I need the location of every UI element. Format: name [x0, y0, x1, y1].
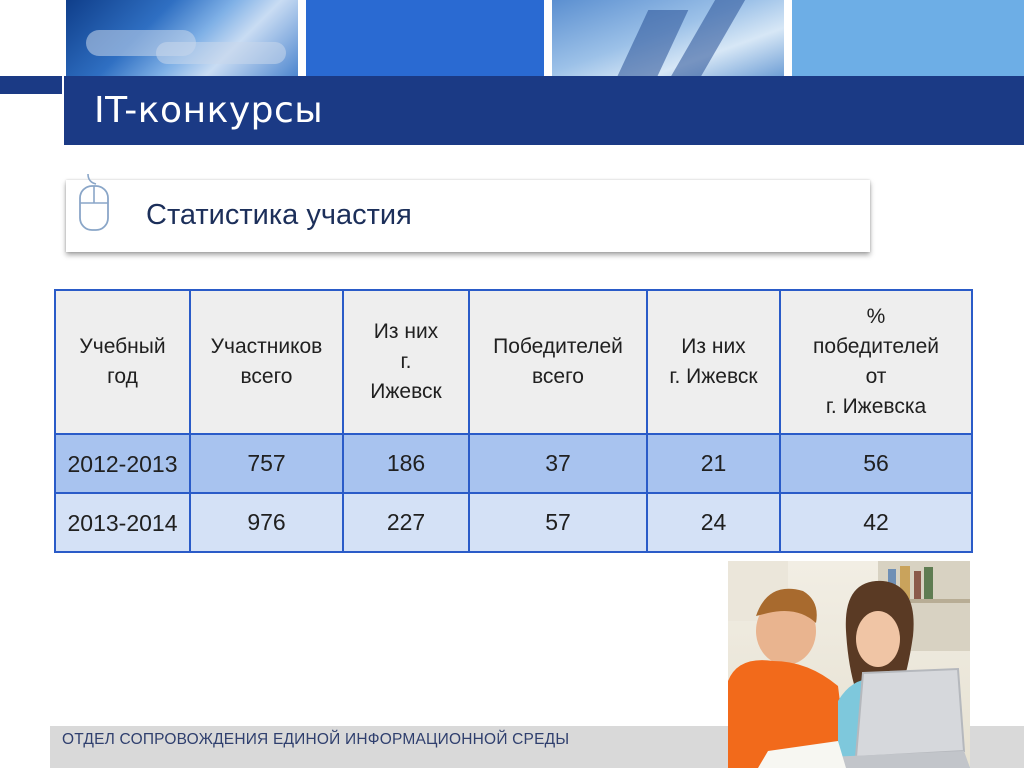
table-header-row [55, 290, 972, 434]
table-cell: 57 [469, 493, 647, 552]
footer-text: ОТДЕЛ СОПРОВОЖДЕНИЯ ЕДИНОЙ ИНФОРМАЦИОННОЙ СРЕДЫ [62, 731, 570, 748]
title-bar [64, 76, 1024, 145]
header-cell-year: Учебный год [55, 290, 190, 434]
keyboard-hands-image [66, 0, 298, 76]
header-cell-winners-izhevsk: Из них г. Ижевск [647, 290, 780, 434]
table-cell: 227 [343, 493, 469, 552]
blue-panel [306, 0, 544, 76]
header-photo-strip [0, 0, 1024, 76]
table-cell: 757 [190, 434, 343, 493]
table-cell-year: 2013-2014 [55, 493, 190, 552]
table-cell-year: 2012-2013 [55, 434, 190, 493]
table-cell: 21 [647, 434, 780, 493]
header-cell-winners-percent: % победителей от г. Ижевска [780, 290, 972, 434]
table-cell: 42 [780, 493, 972, 552]
table-cell: 56 [780, 434, 972, 493]
slide-title: IT-конкурсы [94, 90, 324, 131]
students-laptop-photo [728, 561, 970, 768]
skyscraper-image [552, 0, 784, 76]
table-cell: 37 [469, 434, 647, 493]
header-cell-participants: Участников всего [190, 290, 343, 434]
subtitle-box [66, 180, 870, 252]
header-cell-winners: Победителей всего [469, 290, 647, 434]
title-accent [0, 76, 62, 94]
table-row [55, 434, 972, 493]
table-cell: 976 [190, 493, 343, 552]
table-cell: 24 [647, 493, 780, 552]
table-cell: 186 [343, 434, 469, 493]
subtitle: Статистика участия [146, 199, 412, 231]
statistics-table [54, 289, 973, 553]
header-cell-participants-izhevsk: Из них г. Ижевск [343, 290, 469, 434]
mouse-icon [74, 172, 114, 234]
light-blue-panel [792, 0, 1024, 76]
table-row [55, 493, 972, 552]
